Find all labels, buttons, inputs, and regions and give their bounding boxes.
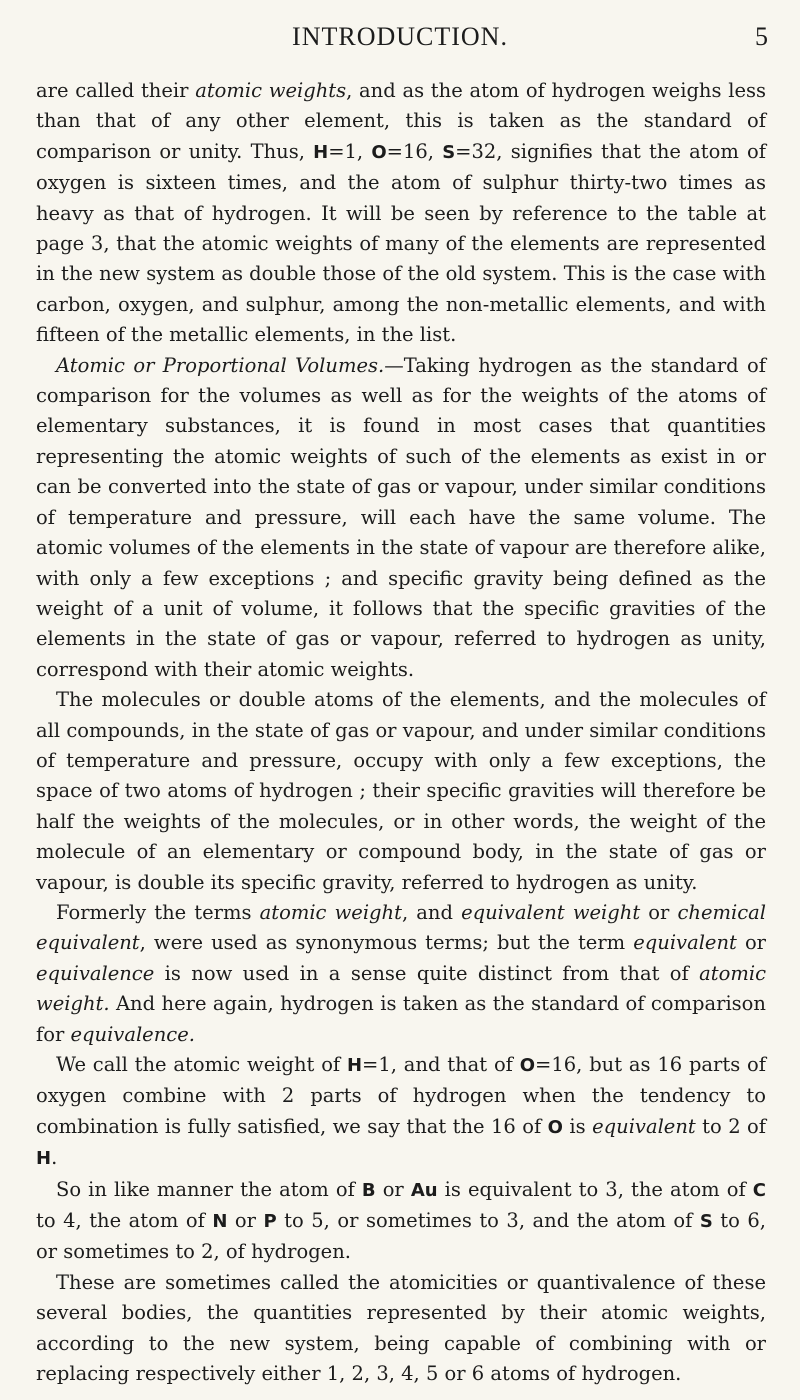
text-run: =1, <box>328 139 372 163</box>
element-symbol: C <box>752 1179 766 1201</box>
italic-term: Atomic or Proportional Volumes. <box>56 353 385 377</box>
text-run: So in like manner the atom of <box>56 1177 362 1201</box>
text-run: are called their <box>36 79 196 102</box>
italic-term: equivalent <box>592 1114 696 1138</box>
paragraph-p5 <box>36 1050 766 1175</box>
element-symbol: S <box>699 1211 713 1233</box>
italic-term: equivalence <box>36 961 155 985</box>
text-run: The molecules or double atoms of the elements, and the molecules of all compounds, in the state of gas or vapour, and under similar conditions of temperature and pressure, occupy with only a few exceptions, the space of two atoms of hydrogen ; their specific gravities will therefore be half the weights of the molecules, or in other words, the weight of the molecule of an elementary or compound body, in the state of gas or vapour, is double its specific gravity, referred to hydrogen as unity. <box>36 688 766 894</box>
element-symbol: N <box>212 1211 228 1233</box>
text-run: These are sometimes called the atomicities or quantivalence of these several bodies, the quantities represented by their atomic weights, according to the new system, being capable of combining with or replacing respectively either 1, 2, 3, 4, 5 or 6 atoms of hydrogen. <box>36 1270 766 1386</box>
element-symbol: O <box>371 141 387 163</box>
text-run: =16, <box>386 139 443 163</box>
text-run: . <box>51 1146 58 1170</box>
italic-term: chemical equivalent <box>36 900 767 955</box>
text-run: or <box>736 931 767 955</box>
element-symbol: Au <box>410 1179 438 1201</box>
italic-term: equivalence. <box>70 1022 195 1046</box>
italic-term: atomic weights <box>195 79 347 102</box>
paragraph-p1 <box>36 76 766 351</box>
paragraph-p7 <box>36 1268 766 1390</box>
element-symbol: H <box>346 1055 363 1076</box>
running-head <box>0 22 800 62</box>
text-run: , and as the atom of hydrogen weighs less than that of any other element, this is taken as the standard of comparison or unity. Thus, <box>36 79 767 163</box>
text-run: =16, but as 16 parts of oxygen combine with 2 parts of hydrogen when the tendency to combination is fully satisfied, we say that the 16 of <box>36 1053 766 1138</box>
text-run: We call the atomic weight of <box>56 1053 347 1076</box>
page-number: 5 <box>755 22 768 51</box>
italic-term: atomic weight. <box>36 961 766 1016</box>
text-run: Formerly the terms <box>56 900 260 924</box>
element-symbol: P <box>263 1211 277 1233</box>
element-symbol: O <box>547 1116 563 1138</box>
element-symbol: O <box>519 1055 536 1076</box>
paragraph-p3 <box>36 685 766 898</box>
text-run: And here again, hydrogen is taken as the standard of comparison for <box>36 992 766 1046</box>
paragraph-p6 <box>36 1175 766 1268</box>
paragraph-p2 <box>36 351 766 685</box>
text-run: =1, and that of <box>362 1053 520 1076</box>
element-symbol: B <box>361 1179 376 1201</box>
text-run: —Taking hydrogen as the standard of comparison for the volumes as well as for the weights of the atoms of elementary substances, it is found in most cases that quantities representing the atomic weights of such of the elements as exist in or can be converted into the state of gas or vapour, under similar conditions of temperature and pressure, will each have the same volume. The atomic volumes of the elements in the state of vapour are therefore alike, with only a few exceptions ; and specific gravity being defined as the weight of a unit of volume, it follows that the specific gravities of the elements in the state of gas or vapour, referred to hydrogen as unity, correspond with their atomic weights. <box>36 353 766 681</box>
text-run: is equivalent to 3, the atom of <box>437 1177 753 1201</box>
italic-term: equivalent weight <box>461 900 641 924</box>
text-run: to 2 of <box>695 1114 766 1138</box>
text-run: to 6, or sometimes to 2, of hydrogen. <box>36 1209 766 1264</box>
paragraph-p4 <box>36 898 766 1050</box>
text-run: or <box>227 1209 264 1233</box>
italic-term: atomic weight <box>259 900 402 924</box>
text-run: is <box>562 1114 593 1138</box>
text-run: =32, signifies that the atom of oxygen is sixteen times, and the atom of sulphur thirty-two times as heavy as that of hydrogen. It will be seen by reference to the table at page 3, that the atomic weights of many of the elements are represented in the new system as double those of the old system. This is the case with carbon, oxygen, and sulphur, among the non-metallic elements, and with fifteen of the metallic elements, in the list. <box>36 139 766 347</box>
text-run: or <box>375 1177 411 1201</box>
body-text <box>36 76 766 1389</box>
text-run: to 4, the atom of <box>36 1209 213 1233</box>
element-symbol: S <box>442 141 456 163</box>
text-run: , were used as synonymous terms; but the term <box>139 931 634 955</box>
italic-term: equivalent <box>633 931 737 955</box>
text-run: to 5, or sometimes to 3, and the atom of <box>276 1209 700 1233</box>
chapter-title: INTRODUCTION. <box>292 22 508 51</box>
text-run: is now used in a sense quite distinct from that of <box>154 961 700 985</box>
text-run: , and <box>401 900 462 924</box>
element-symbol: H <box>313 141 329 163</box>
element-symbol: H <box>36 1148 52 1170</box>
text-run: or <box>640 900 678 924</box>
